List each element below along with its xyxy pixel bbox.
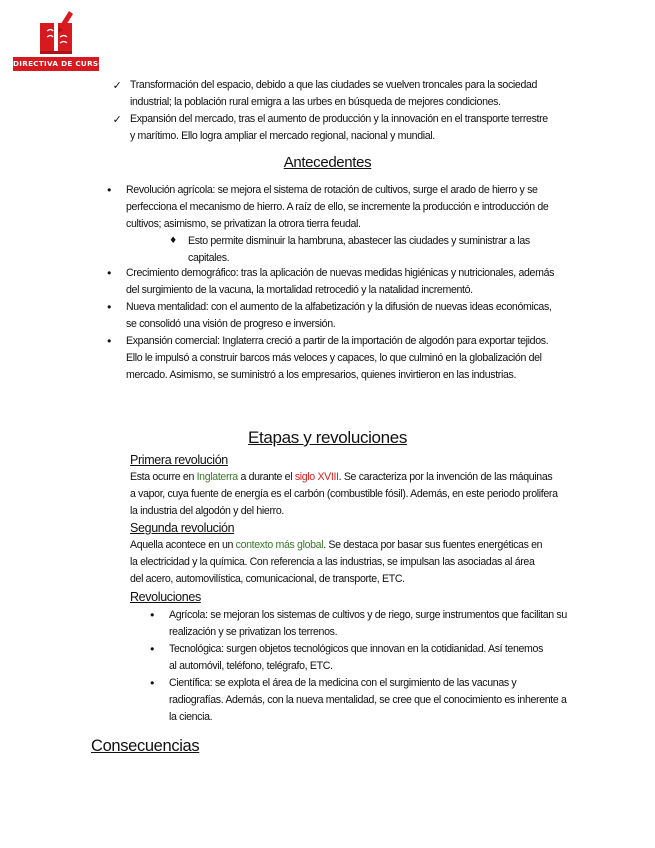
antecedentes-item: Crecimiento demográfico: tras la aplicación de nuevas medidas higiénicas y nutricionales, además del surgimiento de la vacuna, la mortalidad retrocedió y la natalidad incrementó. <box>126 267 555 296</box>
antecedentes-item: Expansión comercial: Inglaterra creció a partir de la importación de algodón para exportar tejidos. Ello le impulsó a construir barcos más veloces y capaces, lo que culminó en la globalización del mercado. Asimismo, se suministró a los empresarios, quienes invirtieron en las industrias. <box>126 335 549 381</box>
highlight-place: Inglaterra <box>196 471 238 483</box>
antecedentes-item: Revolución agrícola: se mejora el sistema de rotación de cultivos, surge el arado de hierro y se perfecciona el mecanismo de hierro. A raíz de ello, se incremente la producción e introducción de cultivos; asimismo, se privatizan la otrora tierra feudal. <box>126 184 549 230</box>
segunda-revolucion-paragraph: Aquella acontece en un contexto más global. Se destaca por basar sus fuentes energéticas en la electricidad y la química. Con referencia a las industrias, se impulsan las asociadas al área del acero, automovilística, comunicacional, de transporte, ETC. <box>130 539 543 585</box>
diamond-bullet-icon: ♦ <box>169 236 177 246</box>
primera-revolucion-heading: Primera revolución <box>130 453 228 467</box>
revoluciones-item: Tecnológica: surgen objetos tecnológicos que innovan en la cotidianidad. Así tenemos al automóvil, teléfono, telégrafo, ETC. <box>169 643 544 672</box>
highlight-context: contexto más global <box>235 539 324 551</box>
revoluciones-heading: Revoluciones <box>130 590 201 604</box>
logo-banner-text: DIRECTIVA DE CURSO <box>13 57 99 71</box>
checkmark-icon: ✓ <box>112 79 122 92</box>
intro-item: Transformación del espacio, debido a que las ciudades se vuelven troncales para la sociedad industrial; la población rural emigra a las urbes en búsqueda de mejores condiciones. <box>130 79 538 108</box>
directiva-de-curso-logo <box>13 9 105 71</box>
bullet-icon: • <box>107 183 111 197</box>
antecedentes-item: Nueva mentalidad: con el aumento de la alfabetización y la difusión de nuevas ideas económicas, se consolidó una visión de progreso e inversión. <box>126 301 552 330</box>
book-pencil-icon <box>37 9 75 57</box>
bullet-icon: • <box>150 676 154 690</box>
antecedentes-subitem: Esto permite disminuir la hambruna, abastecer las ciudades y suministrar a las capitales. <box>188 235 530 264</box>
checkmark-icon: ✓ <box>112 113 122 126</box>
consecuencias-heading: Consecuencias <box>91 737 200 755</box>
revoluciones-item: Agrícola: se mejoran los sistemas de cultivos y de riego, surge instrumentos que facilitan su realización y se privatizan los terrenos. <box>169 609 567 638</box>
revoluciones-item: Científica: se explota el área de la medicina con el surgimiento de las vacunas y radiografías. Además, con la nueva mentalidad, se cree que el conocimiento es inherente a la ciencia. <box>169 677 567 723</box>
etapas-heading: Etapas y revoluciones <box>248 428 407 447</box>
bullet-icon: • <box>150 608 154 622</box>
primera-revolucion-paragraph: Esta ocurre en Inglaterra a durante el siglo XVIII. Se caracteriza por la invención de las máquinas a vapor, cuya fuente de energía es el carbón (combustible fósil). Además, en este periodo prolifera la industria del algodón y del hierro. <box>130 471 558 517</box>
segunda-revolucion-heading: Segunda revolución <box>130 521 235 535</box>
bullet-icon: • <box>107 266 111 280</box>
bullet-icon: • <box>107 300 111 314</box>
bullet-icon: • <box>107 334 111 348</box>
intro-item: Expansión del mercado, tras el aumento de producción y la innovación en el transporte terrestre y marítimo. Ello logra ampliar el mercado regional, nacional y mundial. <box>130 113 548 142</box>
bullet-icon: • <box>150 642 154 656</box>
antecedentes-heading: Antecedentes <box>283 154 372 171</box>
highlight-century: siglo XVIII <box>294 471 339 483</box>
